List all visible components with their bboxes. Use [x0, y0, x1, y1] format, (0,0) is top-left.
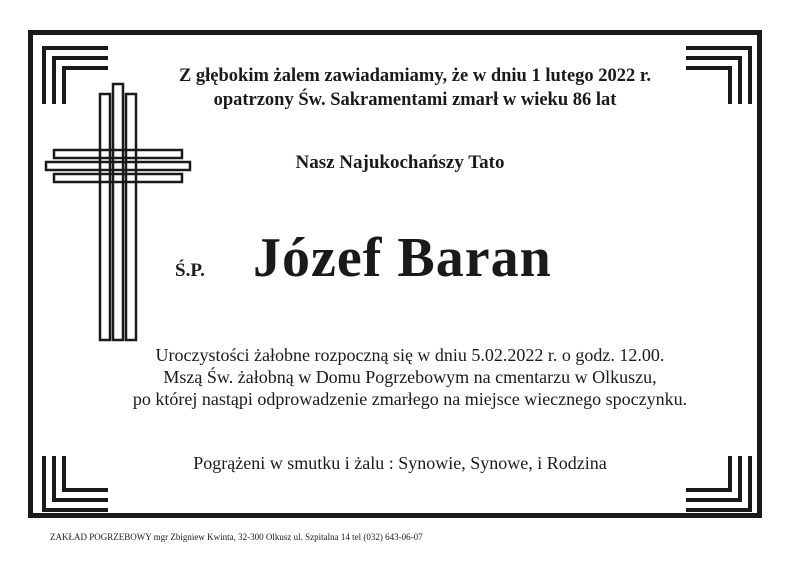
relation-subtitle: Nasz Najukochańszy Tato: [295, 152, 505, 173]
bottom-left-corner-ornament-icon: [40, 454, 110, 514]
latin-cross-icon: [44, 82, 192, 349]
ceremony-details: [100, 344, 720, 410]
bottom-right-corner-ornament-icon: [684, 454, 754, 514]
announcement-intro: [120, 64, 710, 112]
ceremony-line-1: Uroczystości żałobne rozpoczną się w dniu 5.02.2022 r. o godz. 12.00.: [155, 345, 665, 365]
deceased-name-row: [150, 226, 710, 296]
intro-line-2: opatrzony Św. Sakramentami zmarł w wieku 86 lat: [213, 90, 617, 110]
intro-line-1: Z głębokim żalem zawiadamiamy, że w dniu 1 lutego 2022 r.: [178, 66, 652, 86]
ceremony-line-3: po której nastąpi odprowadzenie zmarłego na miejsce wiecznego spoczynku.: [132, 389, 688, 409]
mourners-line: Pogrążeni w smutku i żalu : Synowie, Synowe, i Rodzina: [193, 453, 607, 473]
ceremony-line-2: Mszą Św. żałobną w Domu Pogrzebowym na cmentarzu w Olkuszu,: [163, 367, 657, 387]
deceased-name: Józef Baran: [253, 227, 552, 289]
name-prefix: Ś.P.: [175, 260, 205, 281]
funeral-home-footer: ZAKŁAD POGRZEBOWY mgr Zbigniew Kwinta, 32-300 Olkusz ul. Szpitalna 14 tel (032) 643-06-07: [50, 532, 423, 542]
